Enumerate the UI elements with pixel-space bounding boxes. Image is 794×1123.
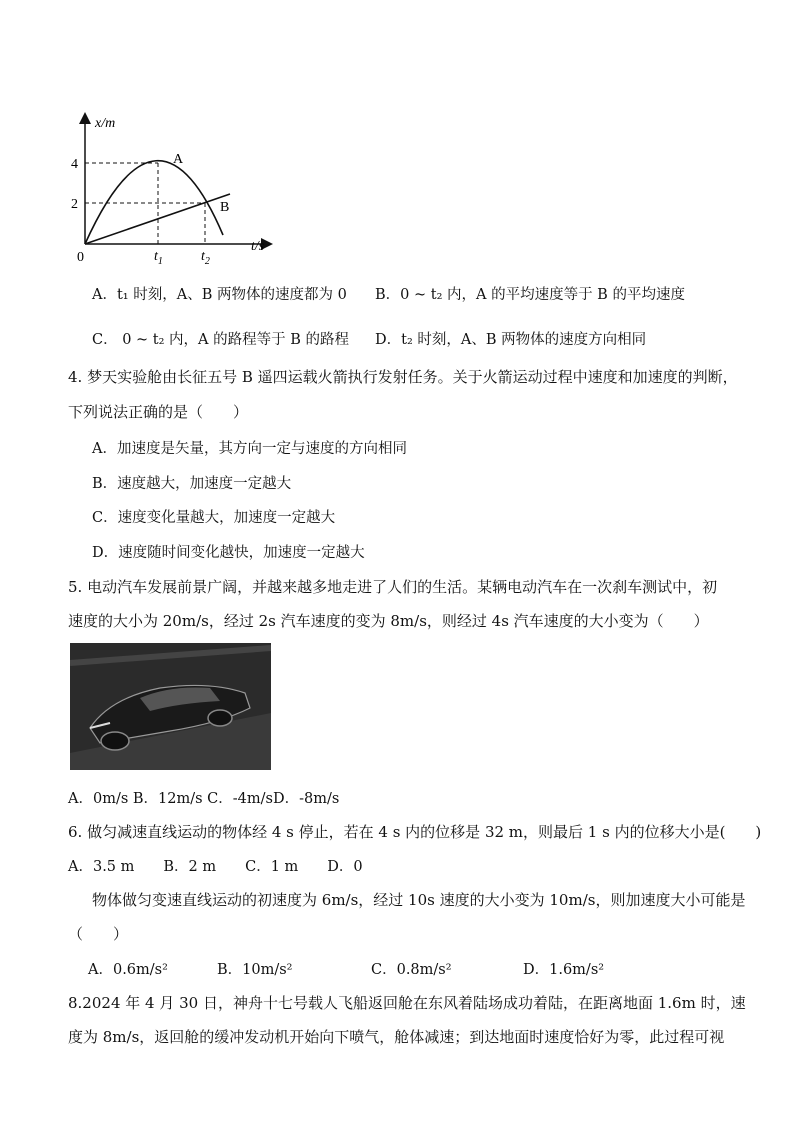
car-photo (70, 643, 271, 770)
q4-stem-line1: 4. 梦天实验舱由长征五号 B 遥四运载火箭执行发射任务。关于火箭运动过程中速度和加速度的判断， (68, 368, 738, 386)
x-tick-t1: $t_1$ (154, 249, 163, 267)
q6-options: A．3.5 m B．2 m C．1 m D．0 (68, 859, 363, 875)
q4-stem-line2: 下列说法正确的是（ ） (68, 403, 249, 421)
y-tick-2: 2 (71, 197, 78, 212)
x-tick-t2: $t_2$ (201, 249, 210, 267)
q3-option-c: C． 0 ~ t₂ 内，A 的路程等于 B 的路程 (92, 332, 349, 348)
q8-stem-line1: 8.2024 年 4 月 30 日，神舟十七号载人飞船返回舱在东风着陆场成功着陆，在距离地面 1.6m 时，速 (68, 994, 746, 1012)
q7-stem-line1: 物体做匀变速直线运动的初速度为 6m/s，经过 10s 速度的大小变为 10m/s，则加速度大小可能是 (92, 891, 746, 909)
q5-options: A．0m/s B．12m/s C．-4m/sD．-8m/s (68, 791, 340, 807)
origin-label: 0 (77, 250, 84, 265)
q5-stem-line2: 速度的大小为 20m/s，经过 2s 汽车速度的变为 8m/s，则经过 4s 汽车速度的大小变为（ ） (68, 612, 709, 630)
q5-stem-line1: 5. 电动汽车发展前景广阔，并越来越多地走进了人们的生活。某辆电动汽车在一次刹车测试中，初 (68, 578, 718, 596)
y-tick-4: 4 (71, 157, 78, 172)
q3-option-a: A．t₁ 时刻，A、B 两物体的速度都为 0 (92, 287, 347, 303)
q8-stem-line2: 度为 8m/s，返回舱的缓冲发动机开始向下喷气，舱体减速；到达地面时速度恰好为零，此过程可视 (68, 1028, 725, 1046)
q7-option-b: B．10m/s² (217, 962, 293, 978)
q3-option-d: D．t₂ 时刻，A、B 两物体的速度方向相同 (375, 332, 647, 348)
curve-a-label: A (173, 152, 184, 167)
x-axis-label: t/s (251, 239, 265, 254)
q7-option-d: D．1.6m/s² (523, 962, 605, 978)
y-axis-label: x/m (95, 116, 116, 131)
line-b-label: B (220, 200, 230, 215)
q4-option-d: D．速度随时间变化越快，加速度一定越大 (92, 545, 365, 561)
curve-a (85, 161, 223, 244)
q4-option-b: B．速度越大，加速度一定越大 (92, 476, 292, 492)
q7-option-a: A．0.6m/s² (88, 962, 168, 978)
q7-option-c: C．0.8m/s² (371, 962, 452, 978)
q6-stem: 6. 做匀减速直线运动的物体经 4 s 停止，若在 4 s 内的位移是 32 m，则最后 1 s 内的位移大小是( ) (68, 823, 762, 841)
q4-option-c: C．速度变化量越大，加速度一定越大 (92, 510, 336, 526)
x-t-graph (55, 105, 295, 270)
q4-option-a: A．加速度是矢量，其方向一定与速度的方向相同 (92, 441, 407, 457)
q7-stem-line2: （ ） (68, 925, 129, 943)
q3-option-b: B．0 ~ t₂ 内，A 的平均速度等于 B 的平均速度 (375, 287, 685, 303)
